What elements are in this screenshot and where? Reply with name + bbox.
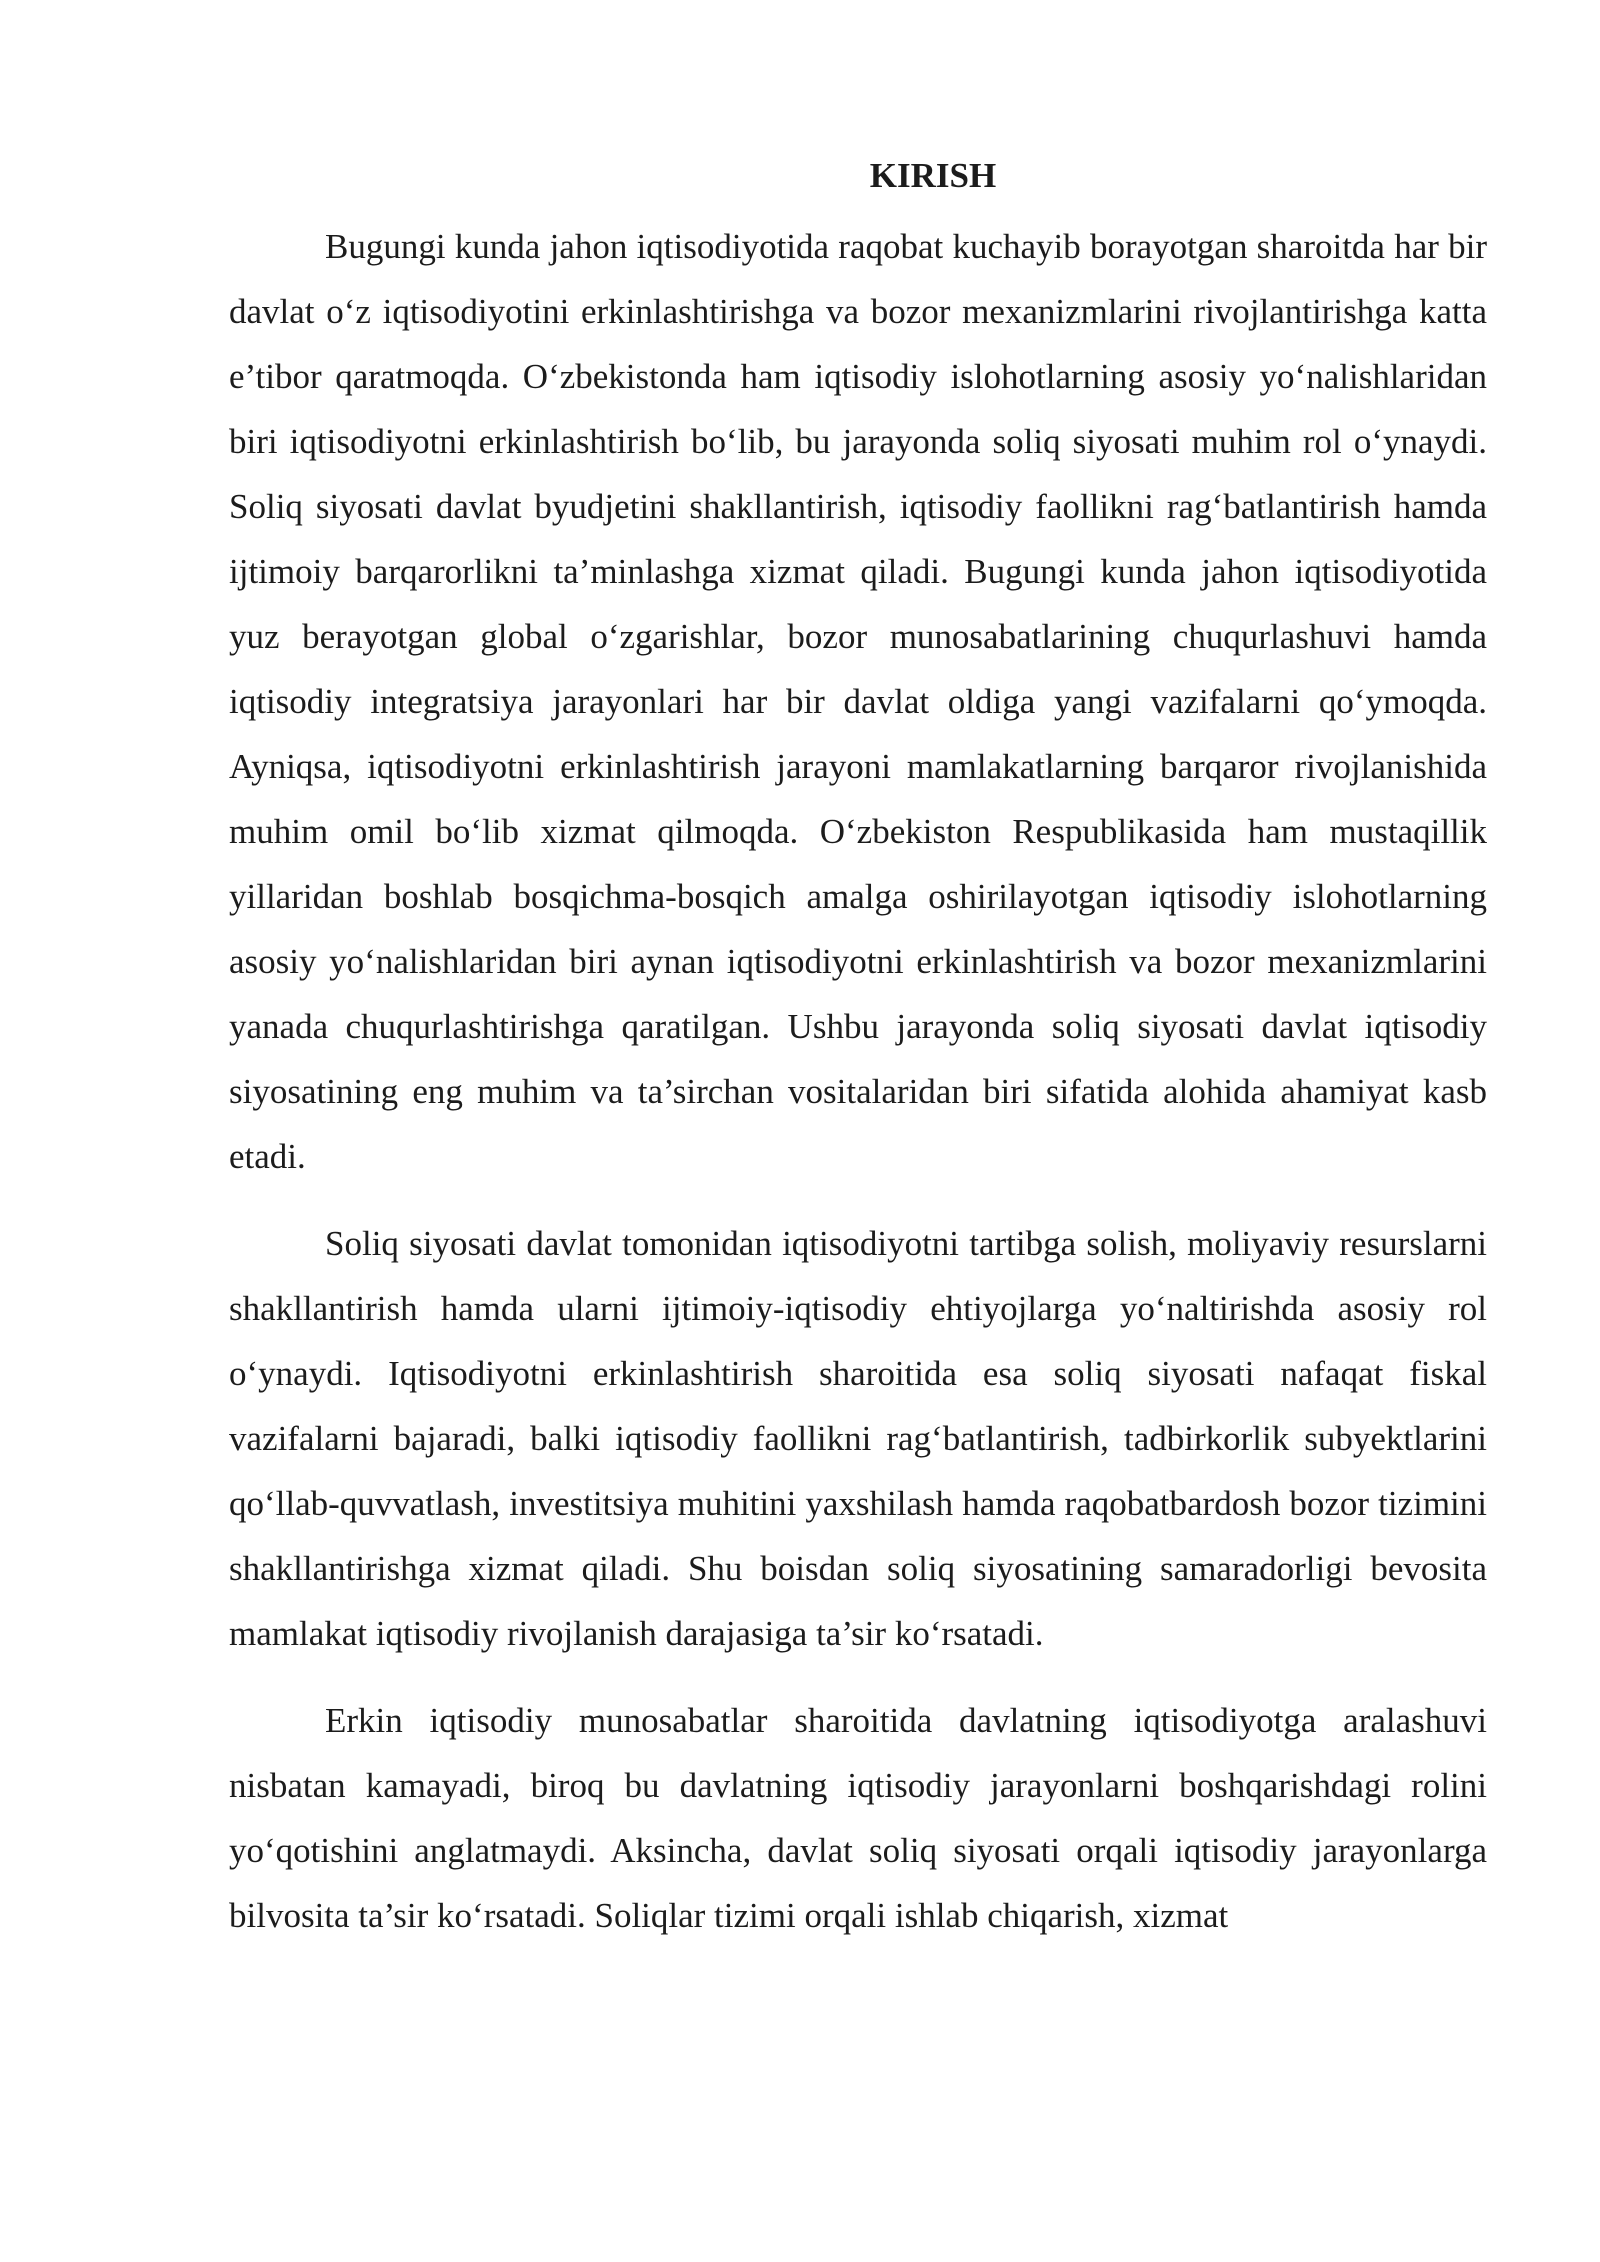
page-title: KIRISH: [869, 156, 997, 195]
paragraph-3: Erkin iqtisodiy munosabatlar sharoitida davlatning iqtisodiyotga aralashuvi nisbatan kamayadi, biroq bu davlatning iqtisodiy jarayonlarni boshqarishdagi rolini yo‘qotishini anglatmaydi. Aksincha, davlat soliq siyosati orqali iqtisodiy jarayonlarga bilvosita ta’sir ko‘rsatadi. Soliqlar tizimi orqali ishlab chiqarish, xizmat: [229, 1701, 1487, 1935]
paragraph-2: Soliq siyosati davlat tomonidan iqtisodiyotni tartibga solish, moliyaviy resurslarni shakllantirish hamda ularni ijtimoiy-iqtisodiy ehtiyojlarga yo‘naltirishda asosiy rol o‘ynaydi. Iqtisodiyotni erkinlashtirish sharoitida esa soliq siyosati nafaqat fiskal vazifalarni bajaradi, balki iqtisodiy faollikni rag‘batlantirish, tadbirkorlik subyektlarini qo‘llab-quvvatlash, investitsiya muhitini yaxshilash hamda raqobatbardosh bozor tizimini shakllantirishga xizmat qiladi. Shu boisdan soliq siyosatining samaradorligi bevosita mamlakat iqtisodiy rivojlanish darajasiga ta’sir ko‘rsatadi.: [229, 1224, 1487, 1653]
paragraph-1: Bugungi kunda jahon iqtisodiyotida raqobat kuchayib borayotgan sharoitda har bir davlat o‘z iqtisodiyotini erkinlashtirishga va bozor mexanizmlarini rivojlantirishga katta e’tibor qaratmoqda. O‘zbekistonda ham iqtisodiy islohotlarning asosiy yo‘nalishlaridan biri iqtisodiyotni erkinlashtirish bo‘lib, bu jarayonda soliq siyosati muhim rol o‘ynaydi. Soliq siyosati davlat byudjetini shakllantirish, iqtisodiy faollikni rag‘batlantirish hamda ijtimoiy barqarorlikni ta’minlashga xizmat qiladi. Bugungi kunda jahon iqtisodiyotida yuz berayotgan global o‘zgarishlar, bozor munosabatlarining chuqurlashuvi hamda iqtisodiy integratsiya jarayonlari har bir davlat oldiga yangi vazifalarni qo‘ymoqda. Ayniqsa, iqtisodiyotni erkinlashtirish jarayoni mamlakatlarning barqaror rivojlanishida muhim omil bo‘lib xizmat qilmoqda. O‘zbekiston Respublikasida ham mustaqillik yillaridan boshlab bosqichma-bosqich amalga oshirilayotgan iqtisodiy islohotlarning asosiy yo‘nalishlaridan biri aynan iqtisodiyotni erkinlashtirish va bozor mexanizmlarini yanada chuqurlashtirishga qaratilgan. Ushbu jarayonda soliq siyosati davlat iqtisodiy siyosatining eng muhim va ta’sirchan vositalaridan biri sifatida alohida ahamiyat kasb etadi.: [229, 227, 1487, 1176]
document-body: [229, 150, 1487, 1948]
